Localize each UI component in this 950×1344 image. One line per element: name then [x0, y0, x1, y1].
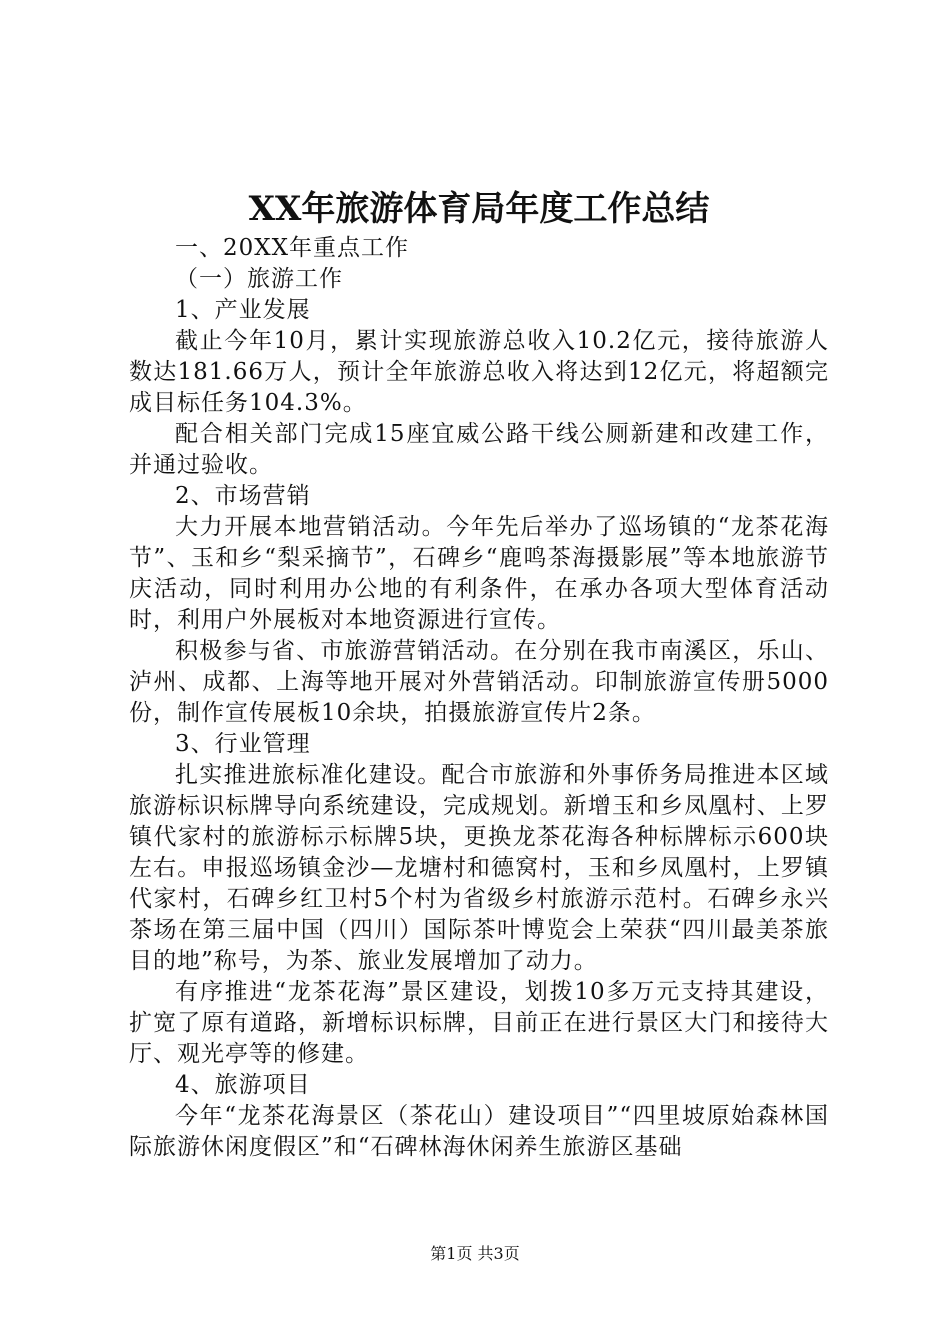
document-title: XX年旅游体育局年度工作总结: [248, 189, 710, 229]
page-content: [129, 186, 829, 1163]
paragraph: 扎实推进旅标准化建设。配合市旅游和外事侨务局推进本区域旅游标识标牌导向系统建设，完成规划。新增玉和乡凤凰村、上罗镇代家村的旅游标示标牌5块，更换龙茶花海各种标牌标示600块左右。申报巡场镇金沙—龙塘村和德窝村，玉和乡凤凰村，上罗镇代家村，石碑乡红卫村5个村为省级乡村旅游示范村。石碑乡永兴茶场在第三届中国（四川）国际茶叶博览会上荣获“四川最美茶旅目的地”称号，为茶、旅业发展增加了动力。: [129, 762, 829, 974]
paragraph: 积极参与省、市旅游营销活动。在分别在我市南溪区，乐山、泸州、成都、上海等地开展对外营销活动。印制旅游宣传册5000份，制作宣传展板10余块，拍摄旅游宣传片2条。: [129, 638, 829, 726]
paragraph: 配合相关部门完成15座宜威公路干线公厕新建和改建工作，并通过验收。: [129, 421, 829, 478]
section-heading: 一、20XX年重点工作: [175, 235, 410, 261]
paragraph: 有序推进“龙茶花海”景区建设，划拨10多万元支持其建设，扩宽了原有道路，新增标识标牌，目前正在进行景区大门和接待大厅、观光亭等的修建。: [129, 979, 829, 1067]
item-heading: 2、市场营销: [175, 483, 311, 509]
page-number-footer: 第1页 共3页: [430, 1244, 520, 1263]
paragraph: 截止今年10月，累计实现旅游总收入10.2亿元，接待旅游人数达181.66万人，预计全年旅游总收入将达到12亿元，将超额完成目标任务104.3%。: [129, 328, 829, 416]
subsection-heading: （一）旅游工作: [175, 266, 343, 292]
paragraph: 今年“龙茶花海景区（茶花山）建设项目”“四里坡原始森林国际旅游休闲度假区”和“石碑林海休闲养生旅游区基础: [129, 1103, 829, 1160]
item-heading: 4、旅游项目: [175, 1072, 311, 1098]
paragraph: 大力开展本地营销活动。今年先后举办了巡场镇的“龙茶花海节”、玉和乡“梨采摘节”，石碑乡“鹿鸣茶海摄影展”等本地旅游节庆活动，同时利用办公地的有利条件，在承办各项大型体育活动时，利用户外展板对本地资源进行宣传。: [129, 514, 829, 633]
item-heading: 3、行业管理: [175, 731, 311, 757]
item-heading: 1、产业发展: [175, 297, 311, 323]
